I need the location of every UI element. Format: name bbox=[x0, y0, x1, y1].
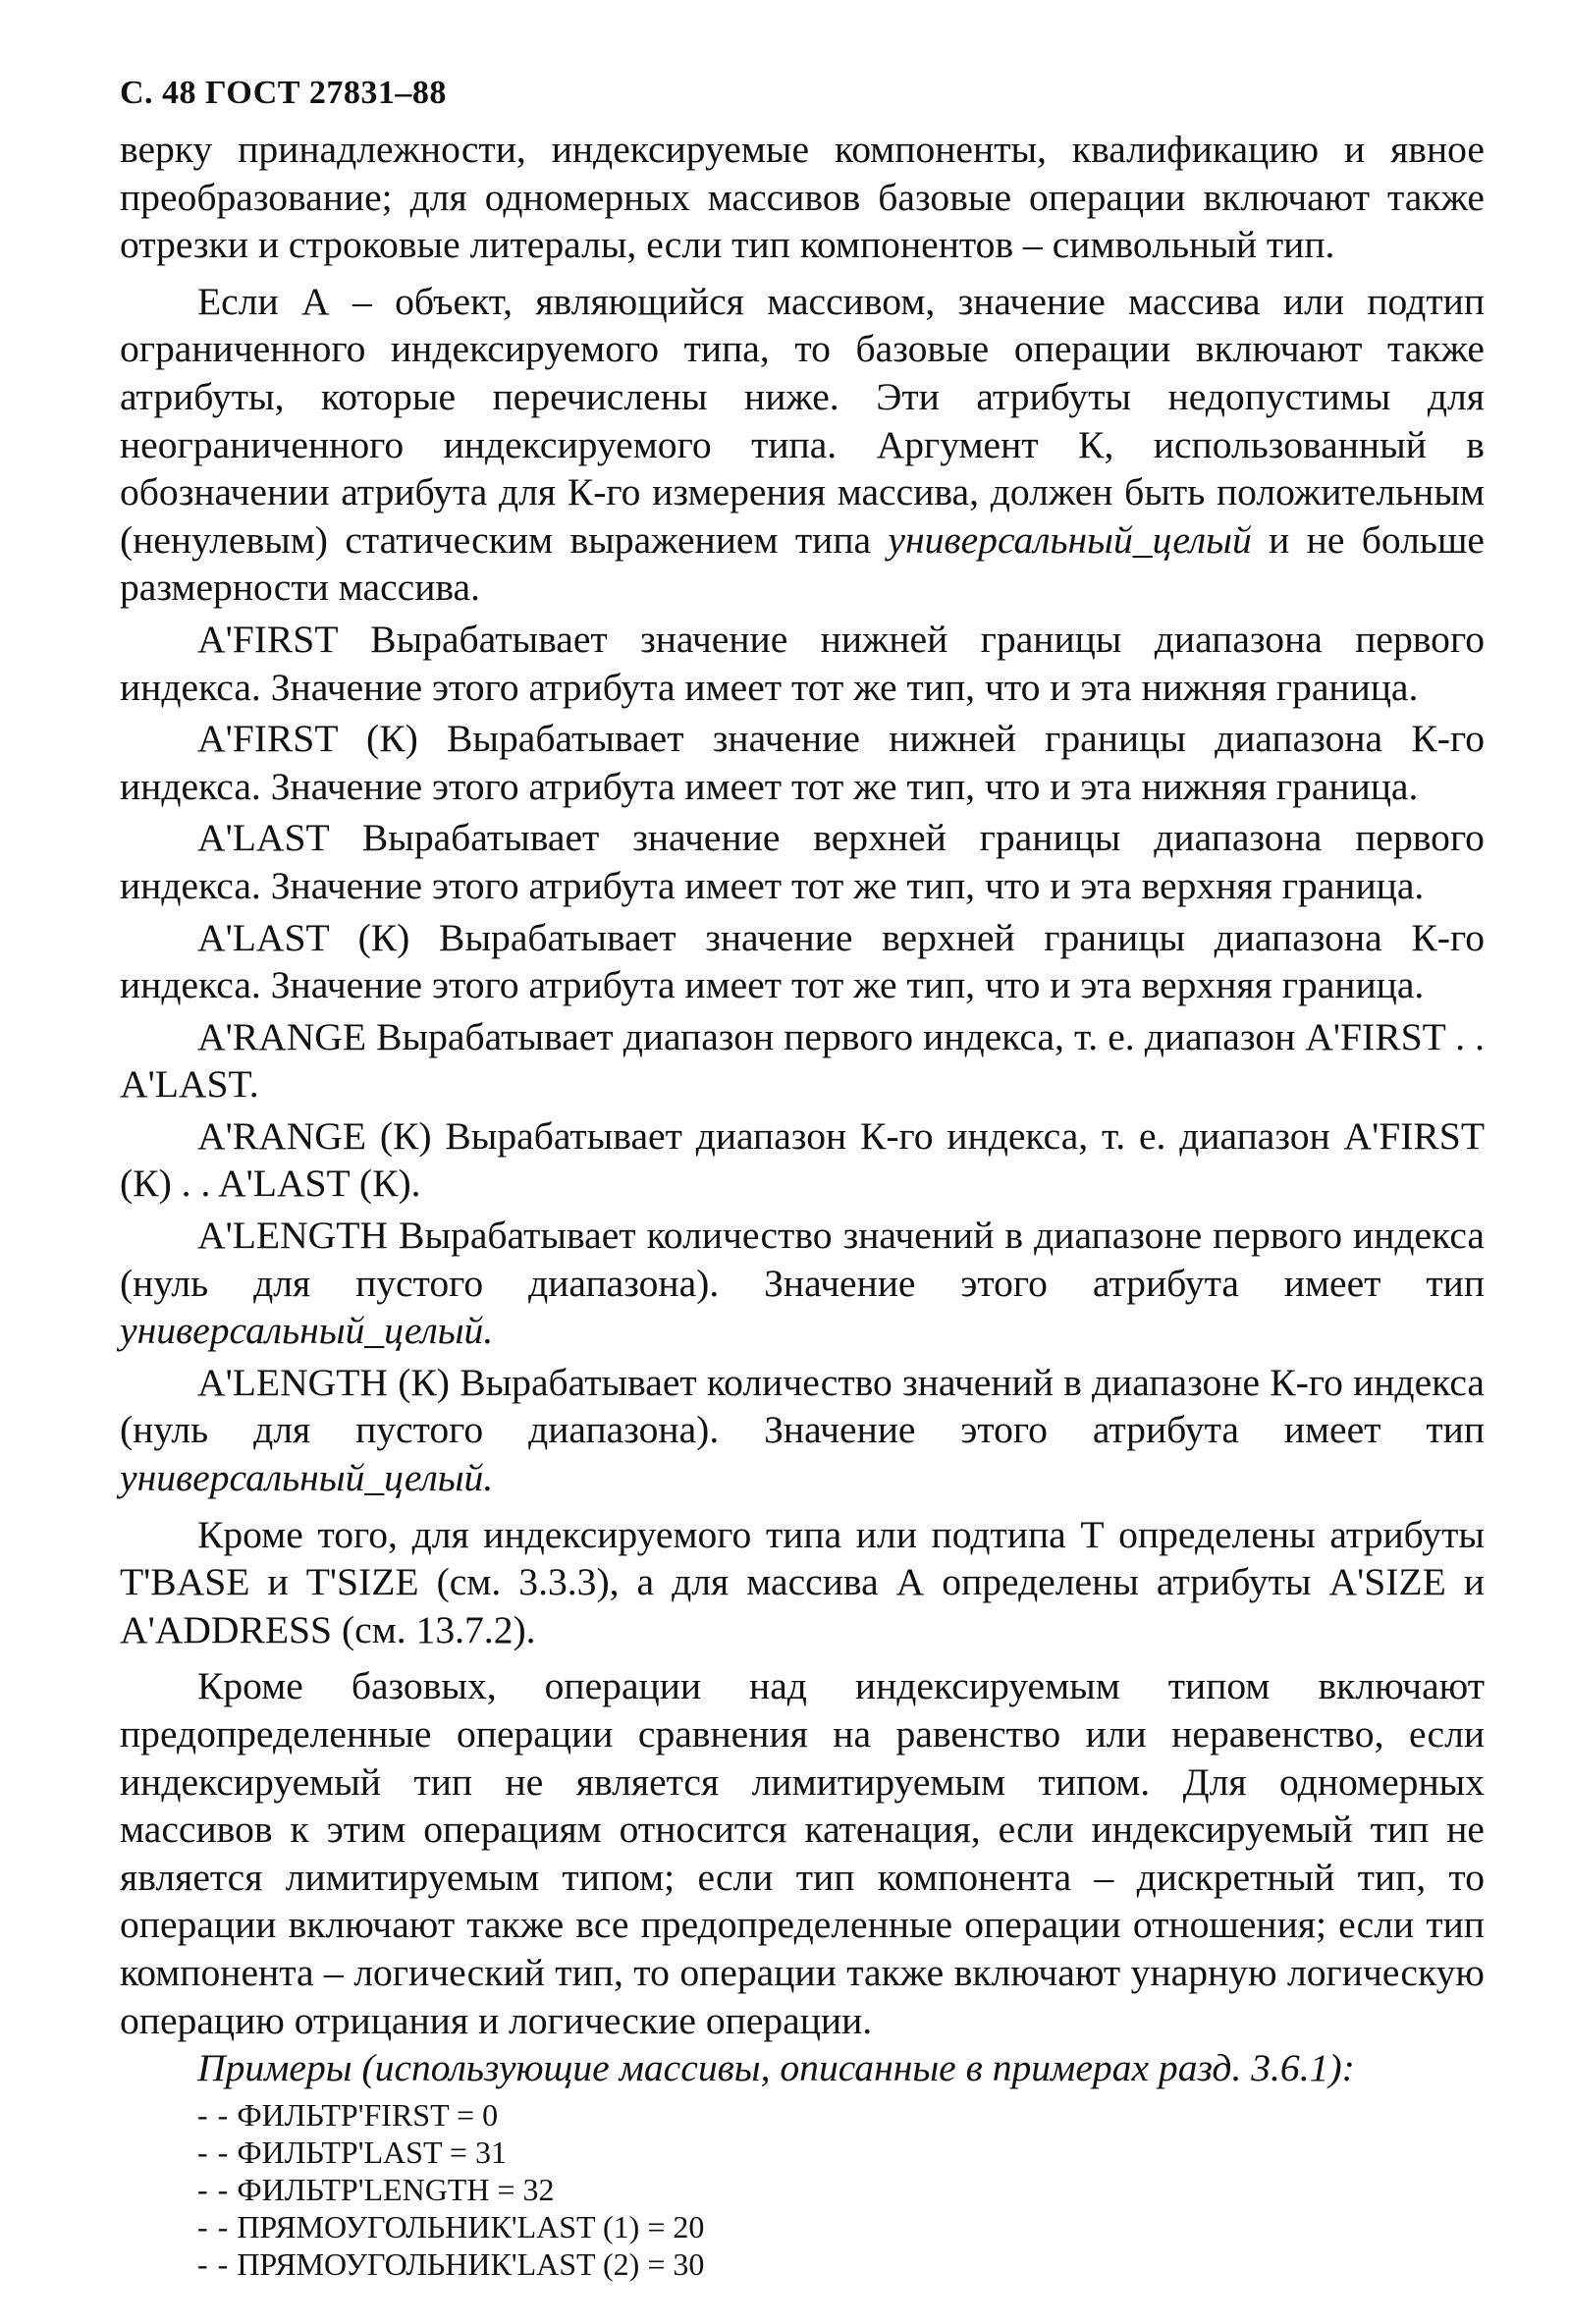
comment-prefix: - - bbox=[197, 2245, 230, 2282]
intro-type-name: универсальный_целый bbox=[888, 517, 1252, 562]
example-text: ФИЛЬТР'LENGTH = 32 bbox=[237, 2171, 555, 2207]
paragraph-base-size: Кроме того, для индексируемого типа или подтипа Т определены атрибуты T'BASE и T'SIZE (см. 3.3.3), а для массива А определены атрибуты A'SIZE и A'ADDRESS (см. 13.7.2). bbox=[120, 1512, 1485, 1651]
page-header bbox=[120, 69, 1485, 126]
document-body bbox=[120, 126, 1485, 2283]
intro-text-end: и не больше размерности массива. bbox=[120, 517, 1485, 610]
document-page bbox=[120, 69, 1485, 2283]
attribute-name: A'FIRST (К) bbox=[197, 717, 418, 761]
example-line bbox=[120, 2096, 1485, 2134]
attribute-type-name: универсальный_целый. bbox=[120, 1456, 494, 1500]
attribute-name: A'FIRST bbox=[197, 617, 338, 661]
attribute-description: Вырабатывает значение нижней границы диапазона первого индекса. Значение этого атрибута имеет тот же тип, что и эта нижняя граница. bbox=[120, 617, 1485, 709]
attribute-description: Вырабатывает количество значений в диапазоне К-го индекса (нуль для пустого диапазона). Значение этого атрибута имеет тип bbox=[120, 1360, 1485, 1452]
example-text: ПРЯМОУГОЛЬНИК'LAST (1) = 20 bbox=[237, 2208, 705, 2244]
paragraph-continuation: верку принадлежности, индексируемые компоненты, квалификацию и явное преобразование; для одномерных массивов базовые операции включают также отрезки и строковые литералы, если тип компонентов – символьный тип. bbox=[120, 128, 1485, 267]
attribute-last-k bbox=[120, 914, 1485, 1009]
example-text: ПРЯМОУГОЛЬНИК'LAST (2) = 30 bbox=[237, 2245, 705, 2282]
example-text: ФИЛЬТР'LAST = 31 bbox=[237, 2134, 507, 2170]
intro-text: Если А – объект, являющийся массивом, значение массива или подтип ограниченного индексируемого типа, то базовые операции включают также атрибуты, которые перечислены ниже. Эти атрибуты недопустимы для неограниченного индексируемого типа. Аргумент К, использованный в обозначении атрибута для К-го измерения массива, должен быть положительным (ненулевым) статическим выражением типа bbox=[120, 279, 1485, 562]
examples-title: Примеры (использующие массивы, описанные в примерах разд. 3.6.1): bbox=[197, 2046, 1355, 2090]
paragraph-array-attributes-intro bbox=[120, 278, 1485, 612]
attribute-first-k bbox=[120, 715, 1485, 810]
attribute-name: A'RANGE bbox=[197, 1014, 367, 1058]
attribute-length-k bbox=[120, 1359, 1485, 1502]
attribute-length bbox=[120, 1212, 1485, 1355]
attribute-first bbox=[120, 616, 1485, 711]
comment-prefix: - - bbox=[197, 2096, 230, 2133]
attribute-last bbox=[120, 814, 1485, 909]
example-line bbox=[120, 2171, 1485, 2208]
attribute-range-k bbox=[120, 1112, 1485, 1208]
attribute-description: Вырабатывает диапазон К-го индекса, т. е. диапазон A'FIRST (К) . . A'LAST (К). bbox=[120, 1113, 1485, 1206]
example-line bbox=[120, 2134, 1485, 2171]
attribute-description: Вырабатывает диапазон первого индекса, т. е. диапазон A'FIRST . . A'LAST. bbox=[120, 1014, 1485, 1107]
example-text: ФИЛЬТР'FIRST = 0 bbox=[237, 2096, 499, 2133]
attribute-description: Вырабатывает значение верхней границы диапазона К-го индекса. Значение этого атрибута имеет тот же тип, что и эта верхняя граница. bbox=[120, 915, 1485, 1007]
attribute-name: A'RANGE (К) bbox=[197, 1113, 432, 1158]
attribute-type-name: универсальный_целый. bbox=[120, 1309, 494, 1353]
attribute-name: A'LAST (К) bbox=[197, 915, 410, 959]
comment-prefix: - - bbox=[197, 2208, 230, 2244]
attribute-description: Вырабатывает значение нижней границы диапазона К-го индекса. Значение этого атрибута имеет тот же тип, что и эта нижняя граница. bbox=[120, 717, 1485, 808]
attribute-range bbox=[120, 1013, 1485, 1108]
attribute-description: Вырабатывает количество значений в диапазоне первого индекса (нуль для пустого диапазона). Значение этого атрибута имеет тип bbox=[120, 1214, 1485, 1305]
example-line bbox=[120, 2208, 1485, 2245]
examples-list bbox=[120, 2096, 1485, 2283]
paragraph-operations: Кроме базовых, операции над индексируемым типом включают предопределенные операции сравнения на равенство или неравенство, если индексируемый тип не является лимитируемым типом. Для одномерных массивов к этим операциям относится катенация, если индексируемый тип не является лимитируемым типом; если тип компонента – дискретный тип, то операции включают также все предопределенные операции отношения; если тип компонента – логический тип, то операции также включают унарную логическую операцию отрицания и логические операции. bbox=[120, 1664, 1485, 2042]
attribute-description: Вырабатывает значение верхней границы диапазона первого индекса. Значение этого атрибута имеет тот же тип, что и эта верхняя граница. bbox=[120, 816, 1485, 907]
page-label: С. 48 ГОСТ 27831–88 bbox=[120, 75, 447, 111]
attribute-name: A'LENGTH bbox=[197, 1214, 388, 1258]
example-line bbox=[120, 2245, 1485, 2283]
attribute-name: A'LAST bbox=[197, 816, 329, 860]
comment-prefix: - - bbox=[197, 2134, 230, 2170]
comment-prefix: - - bbox=[197, 2171, 230, 2207]
attribute-name: A'LENGTH (К) bbox=[197, 1360, 450, 1404]
